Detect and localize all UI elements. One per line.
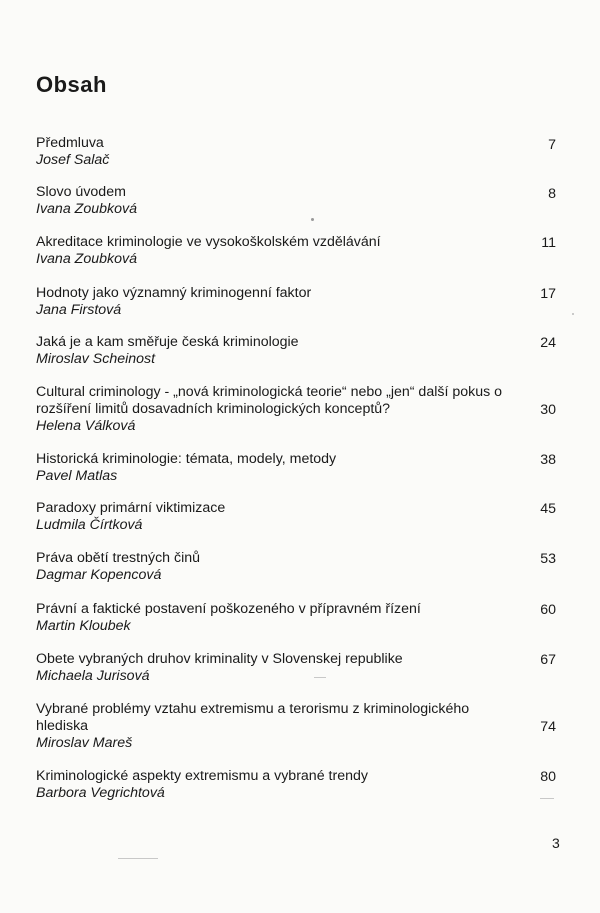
toc-entry <box>36 451 560 485</box>
entry-page-number: 60 <box>540 602 556 618</box>
toc-entry <box>36 500 560 534</box>
entry-page-number: 74 <box>540 719 556 735</box>
entry-author: Pavel Matlas <box>36 468 118 484</box>
entry-page-number: 45 <box>540 501 556 517</box>
entry-title: Obete vybraných druhov kriminality v Slovenskej republike <box>36 651 403 667</box>
entry-title: Jaká je a kam směřuje česká kriminologie <box>36 334 299 350</box>
entry-author: Dagmar Kopencová <box>36 567 162 583</box>
toc-entry <box>36 384 560 435</box>
scan-scratch <box>540 798 554 799</box>
entry-title: Slovo úvodem <box>36 184 126 200</box>
toc-entry <box>36 135 560 169</box>
entry-page-number: 38 <box>540 452 556 468</box>
entry-page-number: 67 <box>540 652 556 668</box>
entry-author: Michaela Jurisová <box>36 668 150 684</box>
entry-title: Historická kriminologie: témata, modely, metody <box>36 451 337 467</box>
entry-page-number: 8 <box>548 186 556 202</box>
entry-page-number: 17 <box>540 286 556 302</box>
entry-author: Jana Firstová <box>36 302 122 318</box>
scan-speck <box>311 218 314 221</box>
entry-author: Martin Kloubek <box>36 618 131 634</box>
toc-entry <box>36 768 560 802</box>
entry-title: Práva obětí trestných činů <box>36 550 201 566</box>
page-folio: 3 <box>552 835 560 851</box>
entry-author: Helena Válková <box>36 418 136 434</box>
toc-entry <box>36 285 560 319</box>
entry-author: Josef Salač <box>36 152 110 168</box>
toc-entry <box>36 234 560 268</box>
entry-page-number: 11 <box>541 235 556 251</box>
entry-author: Miroslav Mareš <box>36 735 133 751</box>
entry-page-number: 30 <box>540 402 556 418</box>
entry-author: Barbora Vegrichtová <box>36 785 165 801</box>
toc-entry <box>36 184 560 218</box>
scan-speck <box>572 313 574 315</box>
entry-title: Vybrané problémy vztahu extremismu a terorismu z kriminologického hlediska <box>36 701 470 734</box>
entry-author: Ludmila Čírtková <box>36 517 143 533</box>
entry-title: Paradoxy primární viktimizace <box>36 500 226 516</box>
entry-page-number: 53 <box>540 551 556 567</box>
toc-entry <box>36 334 560 368</box>
scan-scratch <box>118 858 158 859</box>
toc-heading: Obsah <box>36 72 107 97</box>
toc-entry <box>36 550 560 584</box>
toc-entry <box>36 701 560 752</box>
entry-title: Kriminologické aspekty extremismu a vybrané trendy <box>36 768 368 784</box>
toc-entry <box>36 651 560 685</box>
entry-title: Cultural criminology - „nová kriminologická teorie“ nebo „jen“ další pokus o rozšíření limitů dosavadních kriminologických konceptů? <box>36 384 503 417</box>
entry-title: Předmluva <box>36 135 104 151</box>
entry-author: Miroslav Scheinost <box>36 351 156 367</box>
entry-title: Akreditace kriminologie ve vysokoškolském vzdělávání <box>36 234 381 250</box>
entry-page-number: 7 <box>548 137 556 153</box>
entry-page-number: 80 <box>540 769 556 785</box>
entry-page-number: 24 <box>540 335 556 351</box>
scan-scratch <box>314 677 326 678</box>
toc-entry <box>36 601 560 635</box>
entry-author: Ivana Zoubková <box>36 201 137 217</box>
entry-title: Právní a faktické postavení poškozeného v přípravném řízení <box>36 601 421 617</box>
entry-author: Ivana Zoubková <box>36 251 137 267</box>
entry-title: Hodnoty jako významný kriminogenní faktor <box>36 285 312 301</box>
